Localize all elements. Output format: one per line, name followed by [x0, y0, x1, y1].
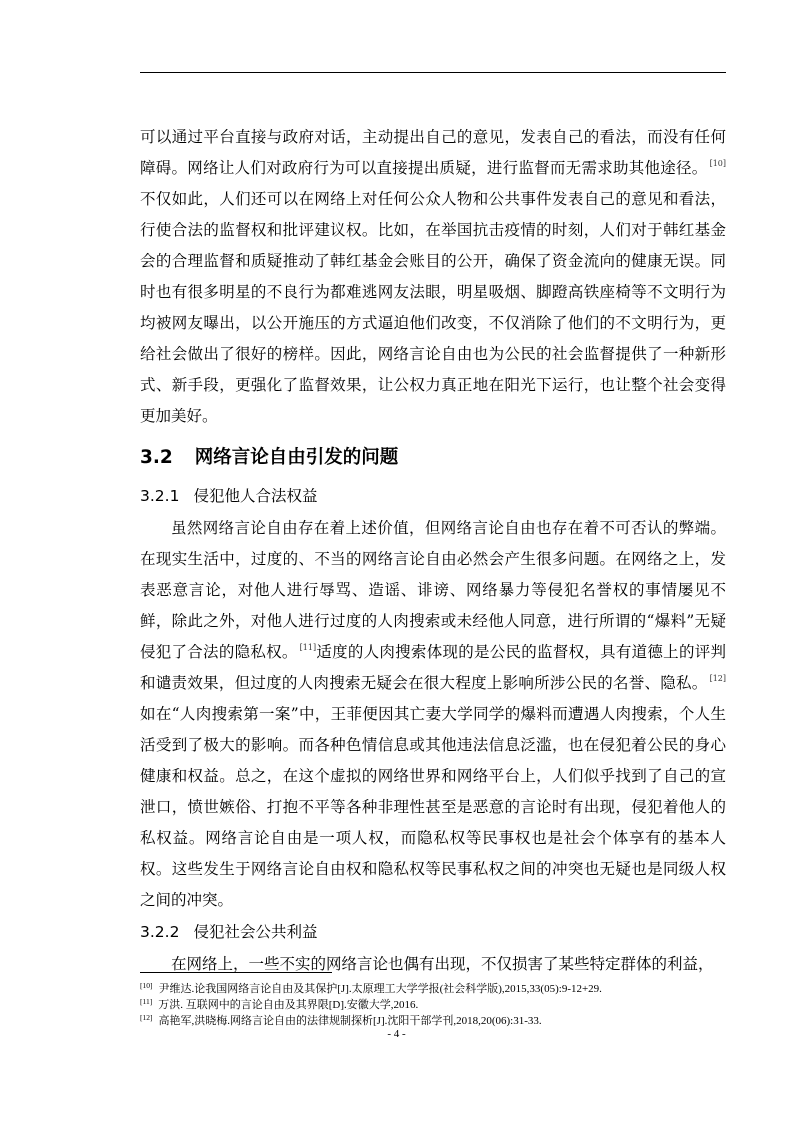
paragraph-text: 可以通过平台直接与政府对话，主动提出自己的意见，发表自己的看法，而没有任何障碍。网络让人们对政府行为可以直接提出质疑，进行监督而无需求助其他途径。	[140, 128, 726, 177]
paragraph-text: 适度的人肉搜索体现的是公民的监督权，具有道德上的评判和谴责效果，但过度的人肉搜索无疑会在很大程度上影响所涉公民的名誉、隐私。	[140, 643, 726, 692]
subsection-heading	[140, 916, 726, 949]
footnote-marker: [12]	[140, 1013, 153, 1022]
footnotes	[140, 981, 726, 1029]
footnote-text: 万洪. 互联网中的言论自由及其界限[D].安徽大学,2016.	[158, 999, 419, 1011]
citation-marker[interactable]: [10]	[709, 159, 726, 168]
citation-marker[interactable]: [12]	[709, 674, 726, 683]
paragraph-text: 虽然网络言论自由存在着上述价值，但网络言论自由也存在着不可否认的弊端。在现实生活中，过度的、不当的网络言论自由必然会产生很多问题。在网络之上，发表恶意言论，对他人进行辱骂、造谣、诽谤、网络暴力等侵犯名誉权的事情屡见不鲜，除此之外，对他人进行过度的人肉搜索或未经他人同意，进行所谓的“爆料”无疑侵犯了合法的隐私权。	[140, 519, 726, 661]
footnote-text: 尹维达.论我国网络言论自由及其保护[J].太原理工大学学报(社会科学版),2015,33(05):9-12+29.	[158, 983, 602, 995]
footnote	[140, 981, 726, 997]
paragraph-continuation	[140, 122, 726, 432]
footnote	[140, 1013, 726, 1029]
paragraph	[140, 513, 726, 916]
section-heading	[140, 436, 726, 480]
section-number: 3.2	[140, 447, 173, 468]
subsection-number: 3.2.2	[140, 923, 180, 941]
footnote-marker: [11]	[140, 997, 153, 1006]
page-number: - 4 -	[387, 1028, 406, 1040]
paragraph-text: 不仅如此，人们还可以在网络上对任何公众人物和公共事件发表自己的意见和看法，行使合法的监督权和批评建议权。比如，在举国抗击疫情的时刻，人们对于韩红基金会的合理监督和质疑推动了韩红基金会账目的公开，确保了资金流向的健康无误。同时也有很多明星的不良行为都难逃网友法眼，明星吸烟、脚蹬高铁座椅等不文明行为均被网友曝出，以公开施压的方式逼迫他们改变，不仅消除了他们的不文明行为，更给社会做出了很好的榜样。因此，网络言论自由也为公民的社会监督提供了一种新形式、新手段，更强化了监督效果，让公权力真正地在阳光下运行，也让整个社会变得更加美好。	[140, 190, 726, 425]
subsection-title: 侵犯社会公共利益	[193, 923, 318, 941]
citation-marker[interactable]: [11]	[299, 643, 317, 652]
paragraph-text: 如在“人肉搜索第一案”中，王菲便因其亡妻大学同学的爆料而遭遇人肉搜索，个人生活受到了极大的影响。而各种色情信息或其他违法信息泛滥，也在侵犯着公民的身心健康和权益。总之，在这个虚拟的网络世界和网络平台上，人们似乎找到了自己的宣泄口，愤世嫉俗、打抱不平等各种非理性甚至是恶意的言论时有出现，侵犯着他人的私权益。网络言论自由是一项人权，而隐私权等民事权也是社会个体享有的基本人权。这些发生于网络言论自由权和隐私权等民事私权之间的冲突也无疑也是同级人权之间的冲突。	[140, 705, 726, 909]
footnote-marker: [10]	[140, 981, 153, 990]
section-title: 网络言论自由引发的问题	[194, 447, 399, 468]
footnote	[140, 997, 726, 1013]
header-rule	[140, 72, 726, 73]
body-text	[140, 122, 726, 980]
footnote-rule	[140, 972, 332, 973]
subsection-number: 3.2.1	[140, 487, 180, 505]
footnote-text: 高艳军,洪晓梅.网络言论自由的法律规制探析[J].沈阳干部学刊,2018,20(06):31-33.	[158, 1015, 542, 1027]
subsection-heading	[140, 480, 726, 513]
paragraph: 在网络上，一些不实的网络言论也偶有出现，不仅损害了某些特定群体的利益，	[171, 955, 714, 973]
subsection-title: 侵犯他人合法权益	[193, 487, 318, 505]
